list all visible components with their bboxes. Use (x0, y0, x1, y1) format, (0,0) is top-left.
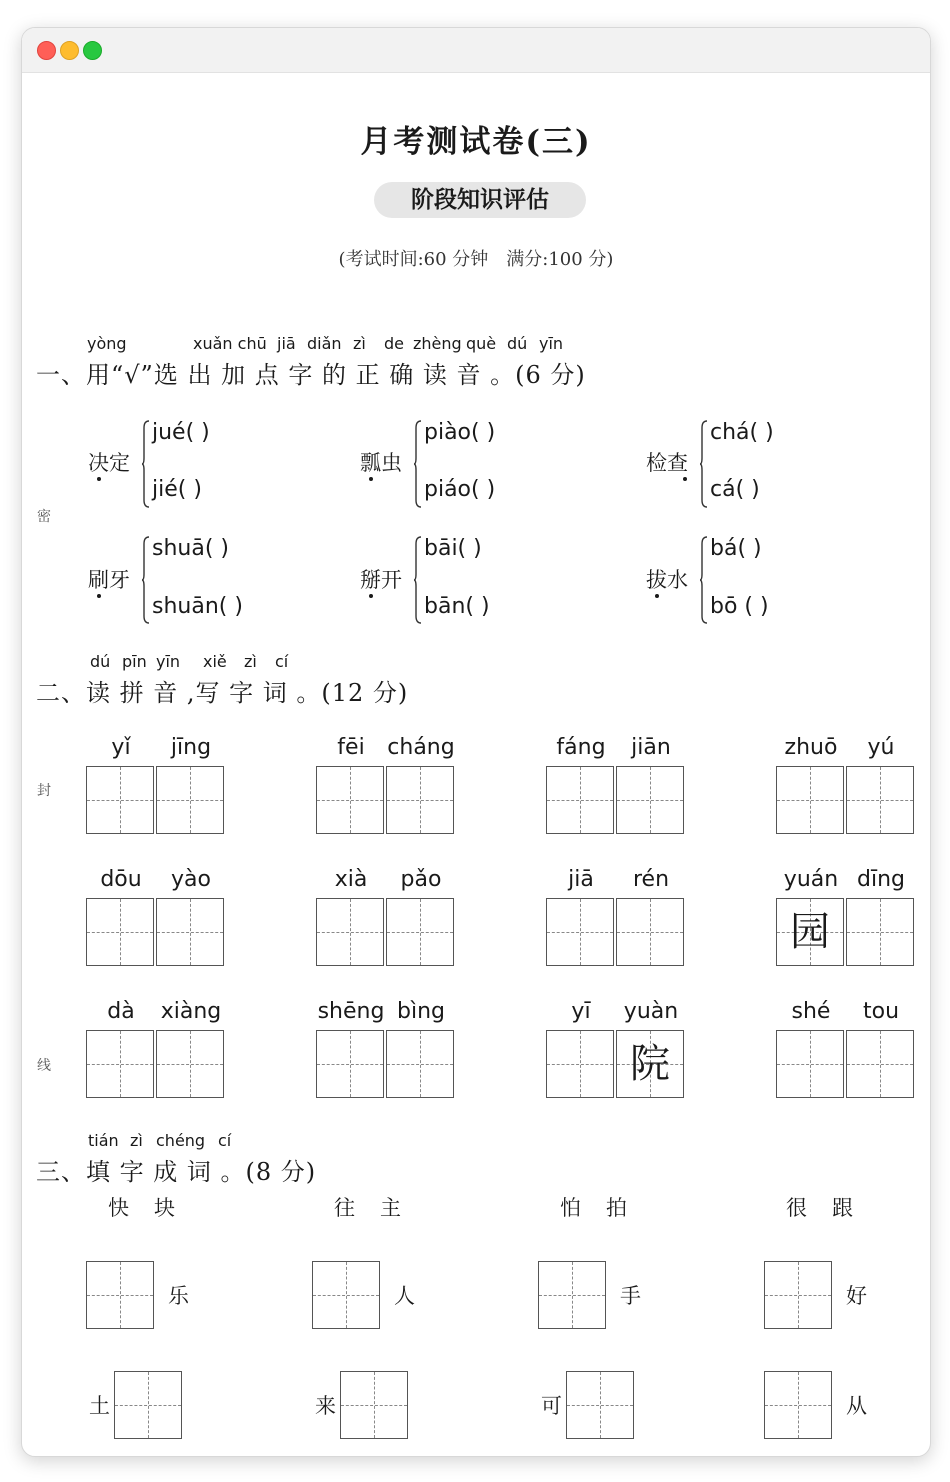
grid-char (317, 767, 383, 833)
brace-icon (142, 536, 150, 624)
margin-mark-line: 线 (37, 1058, 51, 1074)
s1-option[interactable]: chá( ) (710, 420, 774, 445)
exam-info: (考试时间:60 分钟 满分:100 分) (338, 249, 614, 270)
fixed-char: 手 (620, 1284, 641, 1308)
emphasis-dot (369, 477, 373, 481)
writing-grid[interactable] (616, 1030, 684, 1098)
close-window-button[interactable] (37, 41, 56, 60)
writing-grid[interactable] (316, 1030, 384, 1098)
s1-pinyin-zi: zì (353, 334, 366, 353)
writing-grid[interactable] (546, 1030, 614, 1098)
grid-char (777, 1031, 843, 1097)
s2-pinyin: tou (862, 999, 900, 1024)
fixed-char: 可 (541, 1394, 562, 1418)
writing-grid[interactable] (616, 898, 684, 966)
brace-icon (142, 420, 150, 508)
grid-char (777, 767, 843, 833)
char-pair: 快 块 (108, 1196, 177, 1220)
s2-pinyin: jīng (170, 735, 212, 760)
writing-grid[interactable] (86, 898, 154, 966)
s2-pinyin: xiàng (160, 999, 222, 1024)
s2-pinyin: jiā (568, 867, 594, 892)
writing-grid[interactable] (316, 898, 384, 966)
writing-grid[interactable] (156, 766, 224, 834)
grid-char: 院 (630, 1041, 670, 1087)
fixed-char: 来 (315, 1394, 336, 1418)
writing-grid[interactable] (316, 766, 384, 834)
page-title: 月考测试卷(三) (360, 124, 592, 160)
writing-grid[interactable] (386, 766, 454, 834)
s2-pinyin: yǐ (111, 735, 131, 760)
s1-pinyin-yong: yòng (87, 334, 127, 353)
writing-grid[interactable] (846, 898, 914, 966)
fill-box[interactable] (538, 1261, 606, 1329)
s1-option[interactable]: shuān( ) (152, 594, 243, 619)
s3-pinyin-cheng: chéng (156, 1131, 206, 1150)
s2-pinyin: dà (107, 999, 135, 1024)
grid-char (317, 1031, 383, 1097)
s2-pinyin: yuàn (623, 999, 679, 1024)
s1-option[interactable]: bān( ) (424, 594, 490, 619)
s2-pinyin: yào (171, 867, 211, 892)
s2-pinyin: fēi (337, 735, 365, 760)
s1-option[interactable]: cá( ) (710, 477, 760, 502)
writing-grid[interactable] (846, 766, 914, 834)
grid-char (547, 1031, 613, 1097)
writing-grid[interactable] (386, 898, 454, 966)
s2-pinyin: yú (867, 735, 895, 760)
writing-grid[interactable] (386, 1030, 454, 1098)
s1-pinyin-du: dú (507, 334, 528, 353)
s2-pinyin: cháng (387, 735, 455, 760)
s1-pinyin-jia: jiā (277, 334, 296, 353)
grid-char (547, 899, 613, 965)
grid-char (317, 899, 383, 965)
grid-char (617, 767, 683, 833)
fixed-char: 人 (394, 1284, 415, 1308)
fill-box[interactable] (86, 1261, 154, 1329)
grid-char (87, 899, 153, 965)
brace-icon (700, 420, 708, 508)
s2-pinyin: jiān (631, 735, 671, 760)
fill-box[interactable] (114, 1371, 182, 1439)
grid-char (387, 1031, 453, 1097)
writing-grid[interactable] (156, 898, 224, 966)
s1-option[interactable]: piáo( ) (424, 477, 496, 502)
fill-box[interactable] (566, 1371, 634, 1439)
s2-pinyin-zi: zì (244, 652, 257, 671)
grid-char (617, 899, 683, 965)
writing-grid[interactable] (86, 766, 154, 834)
s1-option[interactable]: jué( ) (152, 420, 210, 445)
grid-char (157, 767, 223, 833)
fixed-char: 乐 (168, 1284, 189, 1308)
grid-char (157, 899, 223, 965)
grid-char (847, 767, 913, 833)
emphasis-dot (683, 477, 687, 481)
char-pair: 怕 拍 (560, 1196, 629, 1220)
s2-pinyin: rén (632, 867, 670, 892)
margin-mark-seal-2: 封 (37, 783, 51, 799)
s2-pinyin: dōu (100, 867, 142, 892)
writing-grid[interactable] (616, 766, 684, 834)
writing-grid[interactable] (86, 1030, 154, 1098)
fill-box[interactable] (340, 1371, 408, 1439)
emphasis-dot (655, 594, 659, 598)
s1-pinyin-que: què (466, 334, 497, 353)
emphasis-dot (97, 594, 101, 598)
writing-grid[interactable] (776, 766, 844, 834)
emphasis-dot (369, 594, 373, 598)
grid-char (387, 899, 453, 965)
margin-mark-seal: 密 (37, 509, 51, 525)
s3-pinyin-ci: cí (218, 1131, 232, 1150)
brace-icon (414, 420, 422, 508)
s2-pinyin-yin: yīn (156, 652, 181, 671)
s2-pinyin: shēng (317, 999, 385, 1024)
s1-option[interactable]: bō ( ) (710, 594, 769, 619)
s1-option[interactable]: bá( ) (710, 536, 762, 561)
s1-pinyin-xuanchu: xuǎn chū (193, 334, 267, 353)
s1-word: 掰开 (360, 568, 402, 592)
maximize-window-button[interactable] (83, 41, 102, 60)
s1-word: 拔水 (646, 568, 688, 592)
grid-char: 园 (790, 909, 830, 955)
fixed-char: 好 (846, 1284, 867, 1308)
s2-pinyin: pǎo (400, 867, 442, 892)
section1-heading: 一、用“√”选 出 加 点 字 的 正 确 读 音 。(6 分) (36, 361, 586, 389)
s2-pinyin: shé (791, 999, 831, 1024)
s3-pinyin-tian: tián (88, 1131, 119, 1150)
fill-box[interactable] (312, 1261, 380, 1329)
s1-pinyin-dian: diǎn (307, 334, 342, 353)
app-window (21, 27, 931, 1457)
writing-grid[interactable] (546, 898, 614, 966)
emphasis-dot (97, 477, 101, 481)
grid-char (87, 767, 153, 833)
minimize-window-button[interactable] (60, 41, 79, 60)
brace-icon (700, 536, 708, 624)
s1-pinyin-yin: yīn (539, 334, 564, 353)
s1-word: 决定 (88, 451, 130, 475)
s2-pinyin-ci: cí (275, 652, 289, 671)
s1-word: 刷牙 (88, 568, 130, 592)
grid-char (547, 767, 613, 833)
writing-grid[interactable] (546, 766, 614, 834)
s2-pinyin-pin: pīn (122, 652, 147, 671)
s2-pinyin: yuán (783, 867, 839, 892)
title-bar (22, 28, 930, 73)
writing-grid[interactable] (846, 1030, 914, 1098)
s1-option[interactable]: shuā( ) (152, 536, 229, 561)
grid-char (387, 767, 453, 833)
s1-option[interactable]: bāi( ) (424, 536, 482, 561)
grid-char (87, 1031, 153, 1097)
section3-heading: 三、填 字 成 词 。(8 分) (36, 1158, 317, 1186)
grid-char (847, 1031, 913, 1097)
s1-option[interactable]: jié( ) (152, 477, 202, 502)
s2-pinyin: zhuō (784, 735, 838, 760)
s1-word: 瓢虫 (360, 451, 402, 475)
s2-pinyin-xie: xiě (203, 652, 227, 671)
s1-pinyin-de: de (384, 334, 404, 353)
fixed-char: 从 (846, 1394, 867, 1418)
s1-pinyin-zheng: zhèng (413, 334, 462, 353)
subtitle-pill: 阶段知识评估 (374, 182, 586, 218)
char-pair: 很 跟 (786, 1196, 855, 1220)
writing-grid[interactable] (776, 1030, 844, 1098)
char-pair: 往 主 (334, 1196, 403, 1220)
s2-pinyin: dīng (857, 867, 905, 892)
fixed-char: 土 (89, 1394, 110, 1418)
s2-pinyin: bìng (397, 999, 445, 1024)
s2-pinyin: fáng (556, 735, 606, 760)
s2-pinyin: xià (334, 867, 368, 892)
writing-grid[interactable] (776, 898, 844, 966)
grid-char (157, 1031, 223, 1097)
s2-pinyin-du: dú (90, 652, 111, 671)
writing-grid[interactable] (156, 1030, 224, 1098)
section2-heading: 二、读 拼 音 ,写 字 词 。(12 分) (36, 679, 409, 707)
brace-icon (414, 536, 422, 624)
grid-char (847, 899, 913, 965)
fill-box[interactable] (764, 1371, 832, 1439)
s3-pinyin-zi: zì (130, 1131, 143, 1150)
fill-box[interactable] (764, 1261, 832, 1329)
s2-pinyin: yī (571, 999, 591, 1024)
s1-option[interactable]: piào( ) (424, 420, 496, 445)
s1-word: 检查 (646, 451, 688, 475)
